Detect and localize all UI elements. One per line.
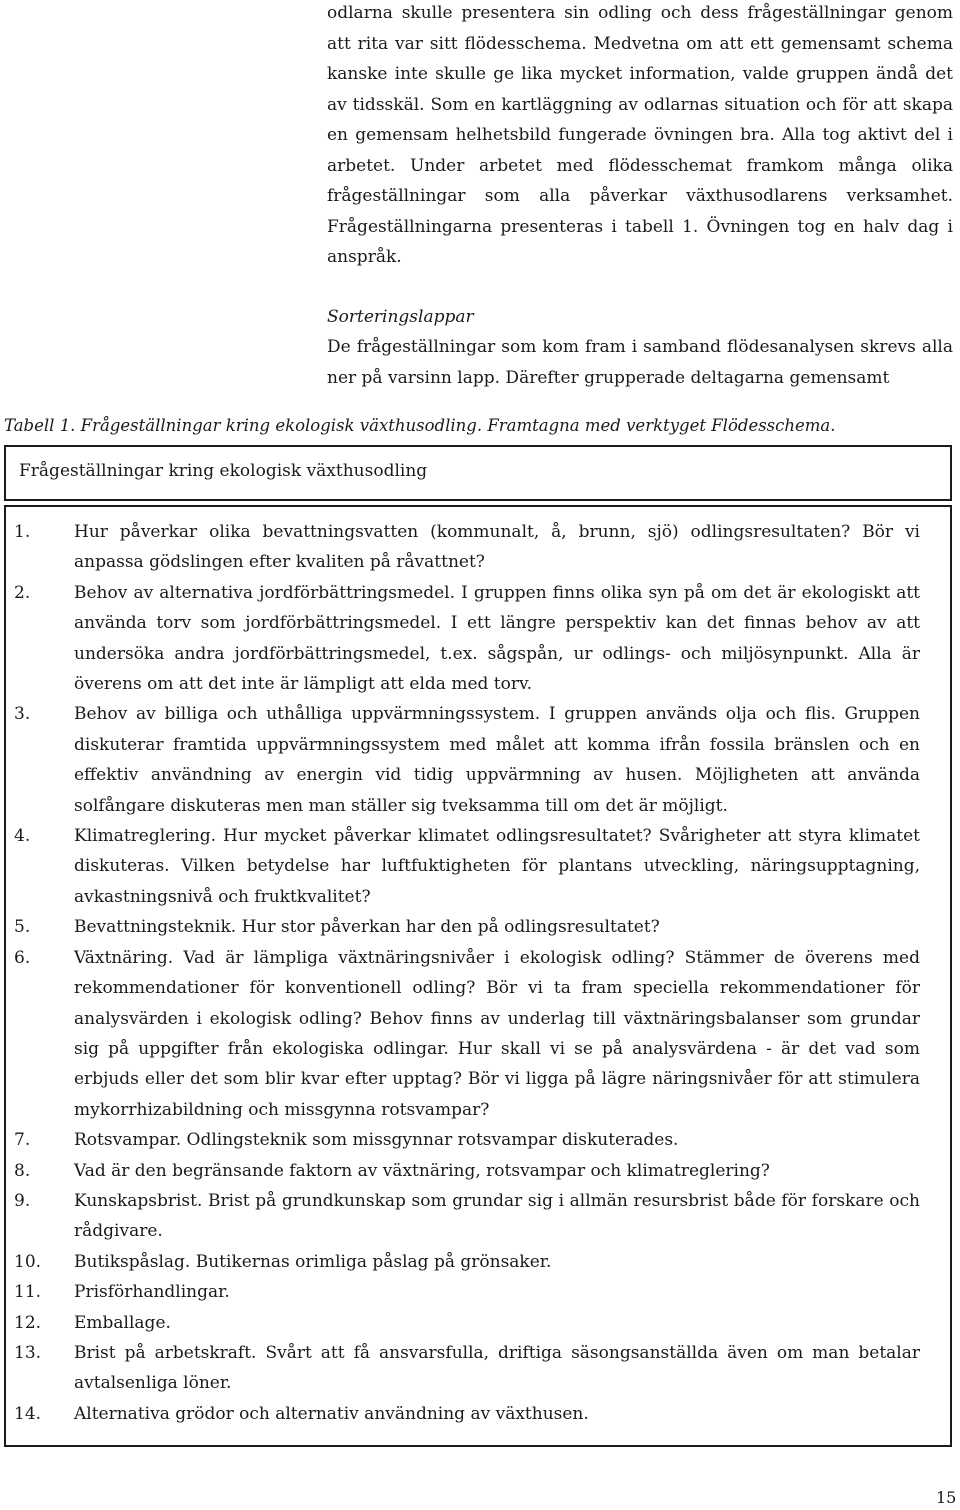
item-text: Alternativa grödor och alternativ användning av växthusen. xyxy=(74,1403,589,1424)
item-text: Emballage. xyxy=(74,1312,171,1333)
item-number: 12. xyxy=(14,1312,42,1333)
list-item xyxy=(6,578,950,700)
table-body-box xyxy=(4,505,952,1447)
item-text: Växtnäring. Vad är lämpliga växtnäringsnivåer i ekologisk odling? Stämmer de överens med rekommendationer för konventionell odling? Bör vi ta fram speciella rekommendationer för analysvärden i ekologisk odling? Behov finns av underlag till växtnäringsbalanser som grundar sig på uppgifter från ekologiska odlingar. Hur skall vi se på analysvärdena - är det vad som erbjuds eller det som blir kvar efter upptag? Bör vi ligga på lägre näringsnivåer för att stimulera mykorrhizabildning och missgynna rotsvampar? xyxy=(74,947,920,1120)
item-text: Behov av alternativa jordförbättringsmedel. I gruppen finns olika syn på om det är ekologiskt att använda torv som jordförbättringsmedel. I ett längre perspektiv kan det finnas behov av att undersöka andra jordförbättringsmedel, t.ex. sågspån, ur odlings- och miljösynpunkt. Alla är överens om att det inte är lämpligt att elda med torv. xyxy=(74,582,920,695)
item-text: Butikspåslag. Butikernas orimliga påslag på grönsaker. xyxy=(74,1251,552,1272)
list-item xyxy=(6,1308,950,1338)
table-caption: Tabell 1. Frågeställningar kring ekologisk växthusodling. Framtagna med verktyget Flödesschema. xyxy=(4,416,836,435)
item-number: 6. xyxy=(14,947,31,968)
list-item xyxy=(6,1125,950,1155)
list-item xyxy=(6,1186,950,1247)
list-item xyxy=(6,1156,950,1186)
item-number: 10. xyxy=(14,1251,42,1272)
item-number: 13. xyxy=(14,1342,42,1363)
item-text: Vad är den begränsande faktorn av växtnäring, rotsvampar och klimatreglering? xyxy=(74,1160,770,1181)
list-item xyxy=(6,1338,950,1399)
item-text: Behov av billiga och uthålliga uppvärmningssystem. I gruppen används olja och flis. Gruppen diskuterar framtida uppvärmningssystem med målet att komma ifrån fossila bränslen och en effektiv användning av energin vid tidig uppvärmning av husen. Möjligheten att använda solfångare diskuteras men man ställer sig tveksamma till om det är möjligt. xyxy=(74,704,920,816)
list-item xyxy=(6,1247,950,1277)
item-text: Klimatreglering. Hur mycket påverkar klimatet odlingsresultatet? Svårigheter att styra klimatet diskuteras. Vilken betydelse har luftfuktigheten för plantans utveckling, näringsupptagning, avkastningsnivå och fruktkvalitet? xyxy=(74,826,920,907)
item-number: 5. xyxy=(14,917,31,938)
item-number: 3. xyxy=(14,704,31,725)
table-header: Frågeställningar kring ekologisk växthusodling xyxy=(19,461,428,481)
item-text: Rotsvampar. Odlingsteknik som missgynnar rotsvampar diskuterades. xyxy=(74,1130,679,1151)
intro-paragraph: odlarna skulle presentera sin odling och dess frågeställningar genom att rita var sitt flödesschema. Medvetna om att ett gemensamt schema kanske inte skulle ge lika mycket information, valde gruppen ändå det av tidsskäl. Som en kartläggning av odlarnas situation och för att skapa en gemensam helhetsbild fungerade övningen bra. Alla tog aktivt del i arbetet. Under arbetet med flödesschemat framkom många olika frågeställningar som alla påverkar växthusodlarens verksamhet. Frågeställningarna presenteras i tabell 1. Övningen tog en halv dag i anspråk. xyxy=(327,3,953,267)
item-text: Bevattningsteknik. Hur stor påverkan har den på odlingsresultatet? xyxy=(74,917,660,938)
item-number: 1. xyxy=(14,522,31,542)
question-list xyxy=(6,517,950,1429)
item-number: 8. xyxy=(14,1160,31,1181)
list-item xyxy=(6,912,950,942)
list-item xyxy=(6,1399,950,1429)
item-number: 11. xyxy=(14,1282,42,1303)
list-item xyxy=(6,1277,950,1307)
item-number: 9. xyxy=(14,1190,31,1211)
table-header-box xyxy=(4,445,952,501)
item-number: 14. xyxy=(14,1403,42,1424)
item-number: 7. xyxy=(14,1130,31,1151)
list-item xyxy=(6,699,950,821)
item-number: 4. xyxy=(14,826,31,847)
page-number: 15 xyxy=(936,1488,957,1507)
list-item xyxy=(6,517,950,578)
item-text: Hur påverkar olika bevattningsvatten (kommunalt, å, brunn, sjö) odlingsresultaten? Bör vi anpassa gödslingen efter kvaliten på råvattnet? xyxy=(74,522,920,573)
body-paragraph: De frågeställningar som kom fram i samband flödesanalysen skrevs alla ner på varsinn lapp. Därefter grupperade deltagarna gemensamt xyxy=(327,337,953,388)
item-number: 2. xyxy=(14,582,31,603)
item-text: Kunskapsbrist. Brist på grundkunskap som grundar sig i allmän resursbrist både för forskare och rådgivare. xyxy=(74,1190,920,1242)
list-item xyxy=(6,943,950,1125)
item-text: Prisförhandlingar. xyxy=(74,1282,230,1303)
item-text: Brist på arbetskraft. Svårt att få ansvarsfulla, driftiga säsongsanställda även om man betalar avtalsenliga löner. xyxy=(74,1342,920,1394)
list-item xyxy=(6,821,950,912)
section-subheading: Sorteringslappar xyxy=(327,307,474,327)
